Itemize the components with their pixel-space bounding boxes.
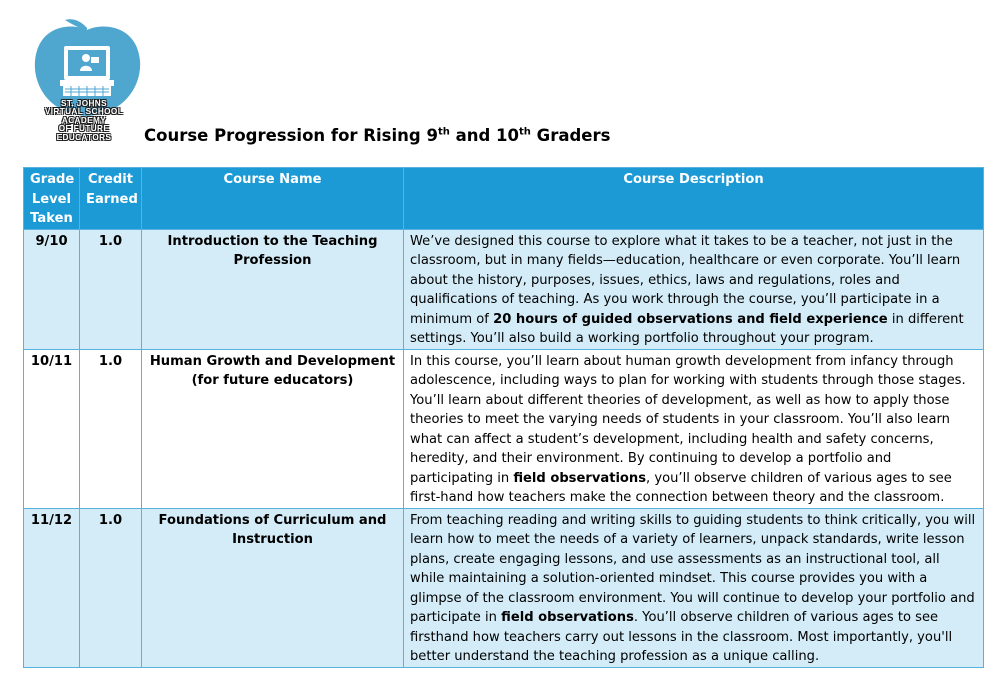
description-text: , you’ll observe children of various ages to see first-hand how teachers make the connection between theory and the classroom. (410, 470, 952, 505)
title-middle: and 10 (449, 126, 519, 145)
header-course-description: Course Description (404, 168, 984, 230)
title-sup-1: th (437, 126, 450, 138)
description-emphasis: field observations (501, 610, 634, 625)
course-name-cell: Human Growth and Development (for future educators) (142, 349, 404, 508)
description-text: From teaching reading and writing skills to guiding students to think critically, you will learn how to meet the needs of a variety of learners, unpack standards, write lesson plans, create engaging lessons, and use assessments as an instructional tool, all while maintaining a solution-oriented mindset. This course provides you with a glimpse of the classroom environment. You will continue to develop your portfolio and participate in (410, 512, 976, 625)
logo-line: EDUCATORS (56, 132, 112, 142)
description-text: In this course, you’ll learn about human growth development from infancy through adolescence, including ways to plan for working with students through those stages. You’ll learn about different theories of development, as well as how to apply those theories to meet the varying needs of students in your classroom. You’ll also learn what can affect a student’s development, including health and safety concerns, heredity, and their environment. By continuing to develop a portfolio and participating in (410, 353, 966, 486)
course-description-cell (404, 349, 984, 508)
description-text: We’ve designed this course to explore what it takes to be a teacher, not just in the classroom, but in many fields—education, healthcare or even corporate. You’ll learn about the history, purposes, issues, ethics, laws and regulations, roles and qualifications of teaching. As you work through the course, you’ll participate in a minimum of (410, 233, 961, 327)
title-sup-2: th (519, 126, 531, 138)
description-text: . You’ll observe children of various ages to see firsthand how teachers carry out lessons in the classroom. Most importantly, you'll better understand the teaching profession as a unique calling. (410, 610, 953, 664)
logo-line: VIRTUAL SCHOOL (44, 107, 124, 117)
title-prefix: Course Progression for Rising 9 (144, 126, 438, 145)
description-text: in different settings. You’ll also build a working portfolio throughout your program. (410, 311, 964, 346)
title-suffix: Graders (530, 126, 611, 145)
logo-line: ACADEMY (61, 115, 107, 125)
description-emphasis: field observations (513, 470, 647, 486)
credit-cell: 1.0 (80, 508, 142, 667)
course-table (23, 167, 984, 668)
course-name-cell: Introduction to the Teaching Profession (142, 229, 404, 349)
grade-cell: 10/11 (24, 349, 80, 508)
table-row (24, 349, 984, 508)
header-credit-earned: Credit Earned (80, 168, 142, 230)
description-emphasis: 20 hours of guided observations and field experience (493, 311, 888, 327)
logo-line: ST. JOHNS (61, 99, 107, 108)
header-grade-level: Grade Level Taken (24, 168, 80, 230)
course-description-cell (404, 229, 984, 349)
credit-cell: 1.0 (80, 349, 142, 508)
page-title (144, 126, 610, 145)
header-course-name: Course Name (142, 168, 404, 230)
logo-wordmark (22, 100, 146, 142)
course-name-cell: Foundations of Curriculum and Instruction (142, 508, 404, 667)
credit-cell: 1.0 (80, 229, 142, 349)
table-row (24, 229, 984, 349)
grade-cell: 11/12 (24, 508, 80, 667)
course-description-cell (404, 508, 984, 667)
table-header-row (24, 168, 984, 230)
table-row (24, 508, 984, 667)
logo-line: OF FUTURE (58, 124, 110, 134)
grade-cell: 9/10 (24, 229, 80, 349)
